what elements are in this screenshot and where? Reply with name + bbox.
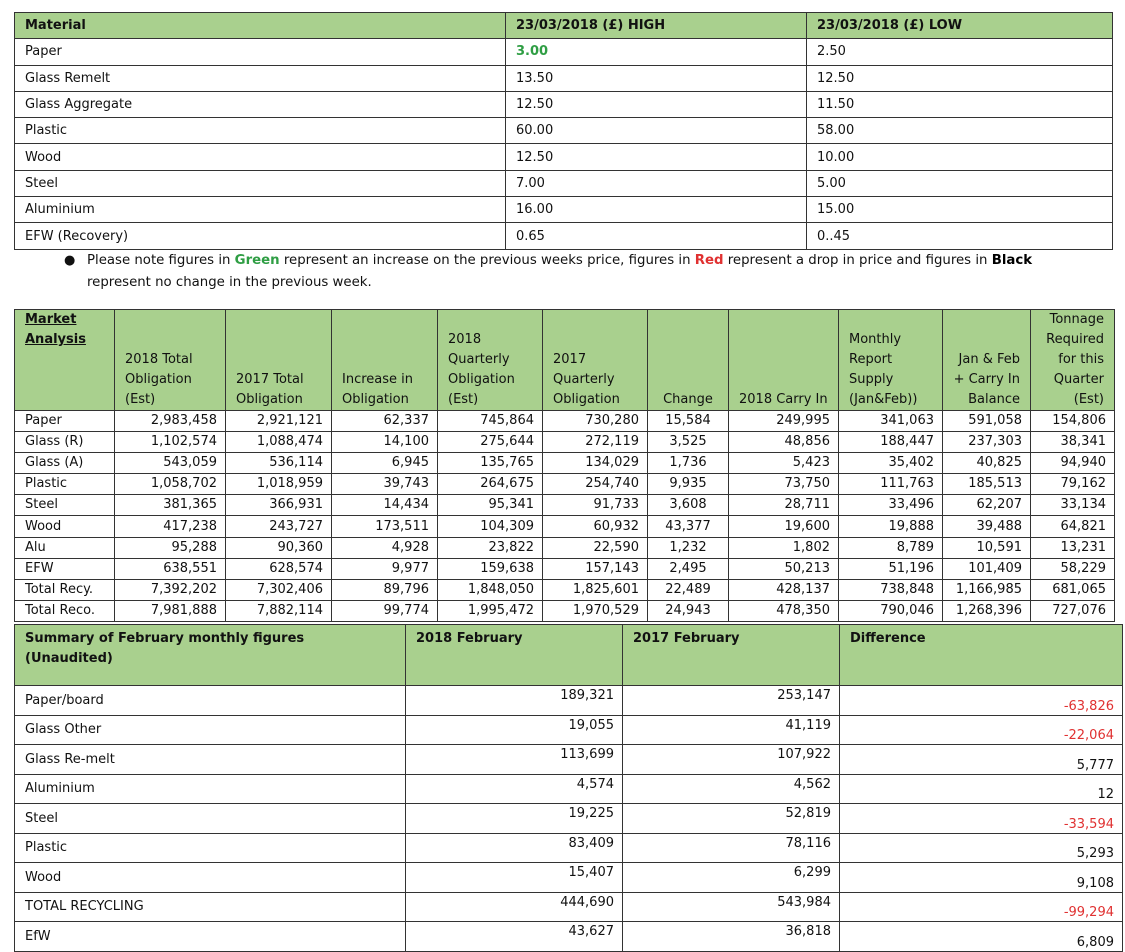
summary-label: EfW: [15, 922, 406, 952]
summary-label: TOTAL RECYCLING: [15, 892, 406, 922]
market-header-2018-quarterly: 2018 Quarterly Obligation (Est): [438, 310, 543, 411]
market-cell: 381,365: [115, 495, 226, 516]
market-cell: 101,409: [943, 558, 1031, 579]
market-row: [15, 411, 1115, 432]
market-cell: 5,423: [729, 453, 839, 474]
market-header-2017-quarterly: 2017 Quarterly Obligation: [543, 310, 648, 411]
price-material: Steel: [15, 170, 506, 196]
summary-2018-value: 19,055: [406, 715, 623, 745]
market-row: [15, 453, 1115, 474]
note-part: Please note figures in: [87, 253, 235, 268]
summary-label: Glass Other: [15, 715, 406, 745]
summary-2018-value: 189,321: [406, 686, 623, 716]
market-row-label: Glass (R): [15, 432, 115, 453]
price-row: [15, 65, 1113, 91]
market-header-2017-total: 2017 Total Obligation: [226, 310, 332, 411]
market-row-label: Alu: [15, 537, 115, 558]
price-row: [15, 118, 1113, 144]
market-cell: 7,302,406: [226, 579, 332, 600]
market-cell: 7,392,202: [115, 579, 226, 600]
market-cell: 50,213: [729, 558, 839, 579]
bullet-icon: ●: [64, 253, 76, 268]
price-material: EFW (Recovery): [15, 223, 506, 249]
market-cell: 790,046: [839, 600, 943, 621]
market-cell: 19,888: [839, 516, 943, 537]
header-low: 23/03/2018 (£) LOW: [807, 13, 1113, 39]
market-cell: 43,377: [648, 516, 729, 537]
market-cell: 1,232: [648, 537, 729, 558]
summary-2017-value: 4,562: [623, 774, 840, 804]
market-cell: 536,114: [226, 453, 332, 474]
market-cell: 1,102,574: [115, 432, 226, 453]
summary-row: [15, 686, 1123, 716]
market-cell: 157,143: [543, 558, 648, 579]
market-cell: 62,207: [943, 495, 1031, 516]
price-note: [24, 250, 1094, 294]
summary-2017-value: 253,147: [623, 686, 840, 716]
price-low: 11.50: [807, 91, 1113, 117]
summary-2017-value: 52,819: [623, 804, 840, 834]
market-cell: 173,511: [332, 516, 438, 537]
summary-label: Plastic: [15, 833, 406, 863]
market-cell: 730,280: [543, 411, 648, 432]
market-row: [15, 474, 1115, 495]
summary-2018-value: 4,574: [406, 774, 623, 804]
market-header-balance: Jan & Feb + Carry In Balance: [943, 310, 1031, 411]
market-cell: 14,100: [332, 432, 438, 453]
market-row: [15, 537, 1115, 558]
summary-2017-value: 36,818: [623, 922, 840, 952]
price-low: 2.50: [807, 39, 1113, 65]
market-cell: 681,065: [1031, 579, 1115, 600]
summary-2017-value: 78,116: [623, 833, 840, 863]
market-cell: 428,137: [729, 579, 839, 600]
price-low: 10.00: [807, 144, 1113, 170]
market-cell: 89,796: [332, 579, 438, 600]
market-header-title: Market Analysis: [15, 310, 115, 411]
market-cell: 4,928: [332, 537, 438, 558]
market-cell: 2,495: [648, 558, 729, 579]
summary-difference: -22,064: [840, 715, 1123, 745]
note-text: [87, 250, 1094, 294]
market-cell: 1,736: [648, 453, 729, 474]
note-green-word: Green: [234, 253, 280, 268]
summary-row: [15, 922, 1123, 952]
header-high: 23/03/2018 (£) HIGH: [506, 13, 807, 39]
summary-difference: 9,108: [840, 863, 1123, 893]
market-cell: 738,848: [839, 579, 943, 600]
market-cell: 104,309: [438, 516, 543, 537]
market-cell: 254,740: [543, 474, 648, 495]
price-high: 7.00: [506, 170, 807, 196]
market-cell: 135,765: [438, 453, 543, 474]
market-header-row: [15, 310, 1115, 411]
summary-row: [15, 774, 1123, 804]
market-row: [15, 495, 1115, 516]
market-cell: 51,196: [839, 558, 943, 579]
summary-2018-value: 83,409: [406, 833, 623, 863]
summary-difference: -33,594: [840, 804, 1123, 834]
summary-row: [15, 863, 1123, 893]
market-header-increase: Increase in Obligation: [332, 310, 438, 411]
summary-difference: 5,777: [840, 745, 1123, 775]
market-cell: 39,743: [332, 474, 438, 495]
price-table-header: [15, 13, 1113, 39]
market-cell: 91,733: [543, 495, 648, 516]
market-row: [15, 558, 1115, 579]
market-row-label: Wood: [15, 516, 115, 537]
market-cell: 79,162: [1031, 474, 1115, 495]
market-cell: 1,058,702: [115, 474, 226, 495]
market-cell: 9,977: [332, 558, 438, 579]
note-part: represent no change in the previous week.: [87, 275, 372, 290]
summary-2018-value: 15,407: [406, 863, 623, 893]
market-cell: 111,763: [839, 474, 943, 495]
february-summary-table: [14, 624, 1123, 952]
market-cell: 73,750: [729, 474, 839, 495]
summary-2018-value: 19,225: [406, 804, 623, 834]
market-cell: 7,981,888: [115, 600, 226, 621]
summary-difference: 6,809: [840, 922, 1123, 952]
market-cell: 366,931: [226, 495, 332, 516]
note-black-word: Black: [991, 253, 1033, 268]
market-cell: 15,584: [648, 411, 729, 432]
market-cell: 417,238: [115, 516, 226, 537]
market-cell: 22,489: [648, 579, 729, 600]
market-cell: 1,088,474: [226, 432, 332, 453]
summary-header-difference: Difference: [840, 625, 1123, 686]
market-row: [15, 579, 1115, 600]
market-cell: 591,058: [943, 411, 1031, 432]
market-row-label: Total Recy.: [15, 579, 115, 600]
summary-header-2018: 2018 February: [406, 625, 623, 686]
summary-2017-value: 107,922: [623, 745, 840, 775]
market-cell: 264,675: [438, 474, 543, 495]
price-material: Glass Aggregate: [15, 91, 506, 117]
price-material: Paper: [15, 39, 506, 65]
price-row: [15, 223, 1113, 249]
note-red-word: Red: [694, 253, 724, 268]
market-cell: 341,063: [839, 411, 943, 432]
market-cell: 275,644: [438, 432, 543, 453]
market-cell: 13,231: [1031, 537, 1115, 558]
market-cell: 159,638: [438, 558, 543, 579]
market-row: [15, 600, 1115, 621]
market-header-tonnage: Tonnage Required for this Quarter (Est): [1031, 310, 1115, 411]
market-cell: 62,337: [332, 411, 438, 432]
market-header-carry-in: 2018 Carry In: [729, 310, 839, 411]
market-analysis-table: [14, 309, 1115, 622]
market-cell: 1,268,396: [943, 600, 1031, 621]
price-row: [15, 91, 1113, 117]
price-material: Glass Remelt: [15, 65, 506, 91]
market-cell: 9,935: [648, 474, 729, 495]
market-cell: 95,341: [438, 495, 543, 516]
price-material: Plastic: [15, 118, 506, 144]
summary-label: Steel: [15, 804, 406, 834]
market-cell: 8,789: [839, 537, 943, 558]
summary-row: [15, 833, 1123, 863]
market-cell: 638,551: [115, 558, 226, 579]
market-cell: 58,229: [1031, 558, 1115, 579]
price-row: [15, 197, 1113, 223]
market-cell: 134,029: [543, 453, 648, 474]
price-high: 12.50: [506, 144, 807, 170]
market-cell: 40,825: [943, 453, 1031, 474]
price-row: [15, 170, 1113, 196]
market-cell: 2,921,121: [226, 411, 332, 432]
market-row-label: Paper: [15, 411, 115, 432]
summary-2017-value: 543,984: [623, 892, 840, 922]
summary-row: [15, 715, 1123, 745]
note-part: represent an increase on the previous weeks price, figures in: [279, 253, 695, 268]
market-cell: 1,166,985: [943, 579, 1031, 600]
market-cell: 249,995: [729, 411, 839, 432]
price-low: 5.00: [807, 170, 1113, 196]
market-cell: 23,822: [438, 537, 543, 558]
summary-label: Paper/board: [15, 686, 406, 716]
summary-difference: 5,293: [840, 833, 1123, 863]
market-cell: 33,496: [839, 495, 943, 516]
summary-label: Aluminium: [15, 774, 406, 804]
market-row-label: EFW: [15, 558, 115, 579]
price-low: 0..45: [807, 223, 1113, 249]
market-cell: 237,303: [943, 432, 1031, 453]
market-cell: 1,802: [729, 537, 839, 558]
summary-label: Glass Re-melt: [15, 745, 406, 775]
market-row-label: Glass (A): [15, 453, 115, 474]
market-row-label: Total Reco.: [15, 600, 115, 621]
market-row: [15, 432, 1115, 453]
market-header-change: Change: [648, 310, 729, 411]
market-cell: 99,774: [332, 600, 438, 621]
summary-header-2017: 2017 February: [623, 625, 840, 686]
summary-header-title: Summary of February monthly figures (Unaudited): [15, 625, 406, 686]
price-material: Aluminium: [15, 197, 506, 223]
market-cell: 22,590: [543, 537, 648, 558]
summary-2018-value: 43,627: [406, 922, 623, 952]
price-low: 58.00: [807, 118, 1113, 144]
market-cell: 1,825,601: [543, 579, 648, 600]
market-row-label: Steel: [15, 495, 115, 516]
market-header-monthly-supply: Monthly Report Supply (Jan&Feb)): [839, 310, 943, 411]
price-high: 12.50: [506, 91, 807, 117]
header-material: Material: [15, 13, 506, 39]
market-cell: 478,350: [729, 600, 839, 621]
price-high: 3.00: [506, 39, 807, 65]
summary-2018-value: 444,690: [406, 892, 623, 922]
summary-label: Wood: [15, 863, 406, 893]
market-cell: 543,059: [115, 453, 226, 474]
market-cell: 3,608: [648, 495, 729, 516]
price-material: Wood: [15, 144, 506, 170]
market-cell: 10,591: [943, 537, 1031, 558]
market-cell: 3,525: [648, 432, 729, 453]
summary-2017-value: 6,299: [623, 863, 840, 893]
market-cell: 1,018,959: [226, 474, 332, 495]
price-row: [15, 39, 1113, 65]
market-cell: 727,076: [1031, 600, 1115, 621]
market-cell: 19,600: [729, 516, 839, 537]
market-cell: 14,434: [332, 495, 438, 516]
market-cell: 64,821: [1031, 516, 1115, 537]
summary-row: [15, 804, 1123, 834]
note-part: represent a drop in price and figures in: [723, 253, 992, 268]
market-cell: 90,360: [226, 537, 332, 558]
market-cell: 95,288: [115, 537, 226, 558]
price-row: [15, 144, 1113, 170]
price-high: 13.50: [506, 65, 807, 91]
summary-row: [15, 745, 1123, 775]
summary-header-row: [15, 625, 1123, 686]
price-high: 16.00: [506, 197, 807, 223]
market-cell: 33,134: [1031, 495, 1115, 516]
price-low: 12.50: [807, 65, 1113, 91]
summary-2017-value: 41,119: [623, 715, 840, 745]
market-cell: 60,932: [543, 516, 648, 537]
summary-2018-value: 113,699: [406, 745, 623, 775]
market-cell: 628,574: [226, 558, 332, 579]
market-cell: 1,848,050: [438, 579, 543, 600]
market-cell: 745,864: [438, 411, 543, 432]
market-cell: 2,983,458: [115, 411, 226, 432]
price-high: 60.00: [506, 118, 807, 144]
market-cell: 188,447: [839, 432, 943, 453]
summary-difference: 12: [840, 774, 1123, 804]
market-cell: 6,945: [332, 453, 438, 474]
price-low: 15.00: [807, 197, 1113, 223]
market-cell: 1,970,529: [543, 600, 648, 621]
market-row-label: Plastic: [15, 474, 115, 495]
market-cell: 272,119: [543, 432, 648, 453]
market-cell: 38,341: [1031, 432, 1115, 453]
market-header-2018-total: 2018 Total Obligation (Est): [115, 310, 226, 411]
price-high: 0.65: [506, 223, 807, 249]
market-cell: 154,806: [1031, 411, 1115, 432]
summary-difference: -63,826: [840, 686, 1123, 716]
market-row: [15, 516, 1115, 537]
summary-difference: -99,294: [840, 892, 1123, 922]
summary-row: [15, 892, 1123, 922]
market-cell: 1,995,472: [438, 600, 543, 621]
market-cell: 185,513: [943, 474, 1031, 495]
market-cell: 243,727: [226, 516, 332, 537]
market-cell: 28,711: [729, 495, 839, 516]
market-cell: 24,943: [648, 600, 729, 621]
price-table: [14, 12, 1113, 250]
market-cell: 7,882,114: [226, 600, 332, 621]
market-cell: 48,856: [729, 432, 839, 453]
market-cell: 39,488: [943, 516, 1031, 537]
market-cell: 35,402: [839, 453, 943, 474]
market-cell: 94,940: [1031, 453, 1115, 474]
